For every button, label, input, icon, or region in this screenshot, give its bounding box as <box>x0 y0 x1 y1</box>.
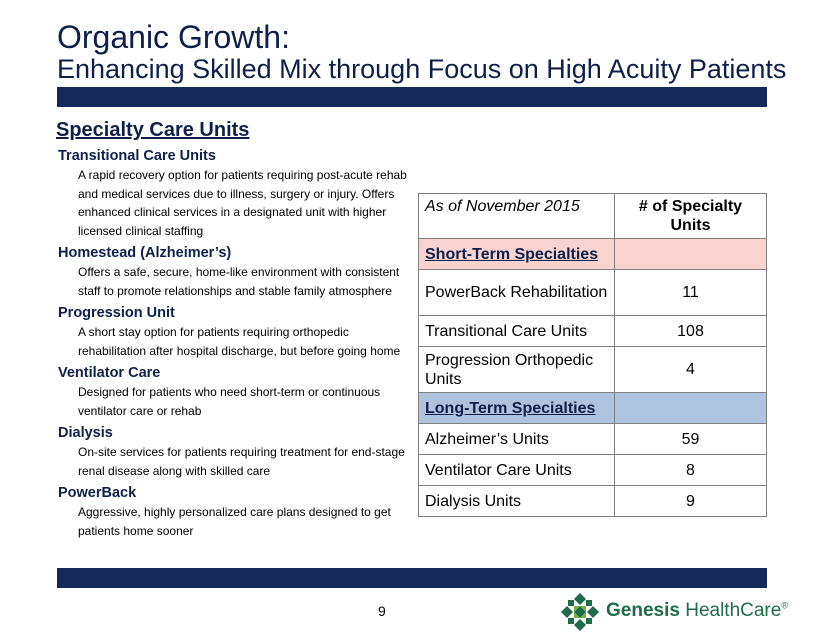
list-item <box>58 484 418 540</box>
logo-name-bold: Genesis <box>606 600 680 621</box>
logo-name <box>606 600 788 622</box>
unit-name: Progression Orthopedic Units <box>419 347 615 393</box>
table-row <box>419 455 767 486</box>
list-item <box>58 424 418 480</box>
unit-name: PowerBack Rehabilitation <box>419 270 615 316</box>
unit-count: 8 <box>615 455 767 486</box>
unit-count: 11 <box>615 270 767 316</box>
list-item <box>58 364 418 420</box>
top-band <box>57 87 767 107</box>
bottom-band <box>57 568 767 588</box>
unit-description: Offers a safe, secure, home-like environment with consistent staff to promote relationships and stable family atmosphere <box>78 265 400 298</box>
title-line-1: Organic Growth: <box>57 19 290 55</box>
unit-title: PowerBack <box>58 485 137 501</box>
unit-name: Alzheimer’s Units <box>419 424 615 455</box>
unit-name: Dialysis Units <box>419 486 615 517</box>
unit-title: Progression Unit <box>58 305 175 321</box>
list-item <box>58 244 418 300</box>
title-line-2: Enhancing Skilled Mix through Focus on High Acuity Patients <box>57 54 787 84</box>
unit-description: A short stay option for patients requiring orthopedic rehabilitation after hospital discharge, but before going home <box>78 325 401 358</box>
table-row <box>419 424 767 455</box>
genesis-logo-icon <box>560 592 600 632</box>
unit-count: 108 <box>615 316 767 347</box>
long-term-category-row <box>419 393 767 424</box>
unit-description: Aggressive, highly personalized care plans designed to get patients home sooner <box>78 505 391 538</box>
specialty-units-table <box>418 193 767 517</box>
unit-title: Homestead (Alzheimer’s) <box>58 245 232 261</box>
table-row <box>419 270 767 316</box>
unit-count: 59 <box>615 424 767 455</box>
unit-count: 4 <box>615 347 767 393</box>
unit-title: Transitional Care Units <box>58 148 216 164</box>
category-spacer <box>615 393 767 424</box>
logo-name-light: HealthCare <box>685 600 782 621</box>
unit-name: Transitional Care Units <box>419 316 615 347</box>
short-term-category-row <box>419 239 767 270</box>
category-spacer <box>615 239 767 270</box>
page-number: 9 <box>378 603 386 619</box>
unit-description: Designed for patients who need short-term or continuous ventilator care or rehab <box>78 385 381 418</box>
units-list <box>58 147 418 544</box>
long-term-label: Long-Term Specialties <box>419 393 615 424</box>
as-of-label: As of November 2015 <box>419 194 615 239</box>
unit-description: On-site services for patients requiring treatment for end-stage renal disease along with skilled care <box>78 445 405 478</box>
list-item <box>58 304 418 360</box>
company-logo <box>560 592 788 632</box>
table-row <box>419 486 767 517</box>
list-item <box>58 147 418 240</box>
table-row <box>419 347 767 393</box>
unit-title: Dialysis <box>58 425 113 441</box>
short-term-label: Short-Term Specialties <box>419 239 615 270</box>
unit-count: 9 <box>615 486 767 517</box>
unit-name: Ventilator Care Units <box>419 455 615 486</box>
table-header-row <box>419 194 767 239</box>
unit-description: A rapid recovery option for patients requiring post-acute rehab and medical services due to illness, surgery or injury. Offers enhanced clinical services in a designated unit with higher licensed clinical staffing <box>78 168 407 238</box>
registered-mark: ® <box>781 600 788 611</box>
table-row <box>419 316 767 347</box>
unit-title: Ventilator Care <box>58 365 161 381</box>
column-header: # of Specialty Units <box>615 194 767 239</box>
section-title: Specialty Care Units <box>56 119 250 141</box>
